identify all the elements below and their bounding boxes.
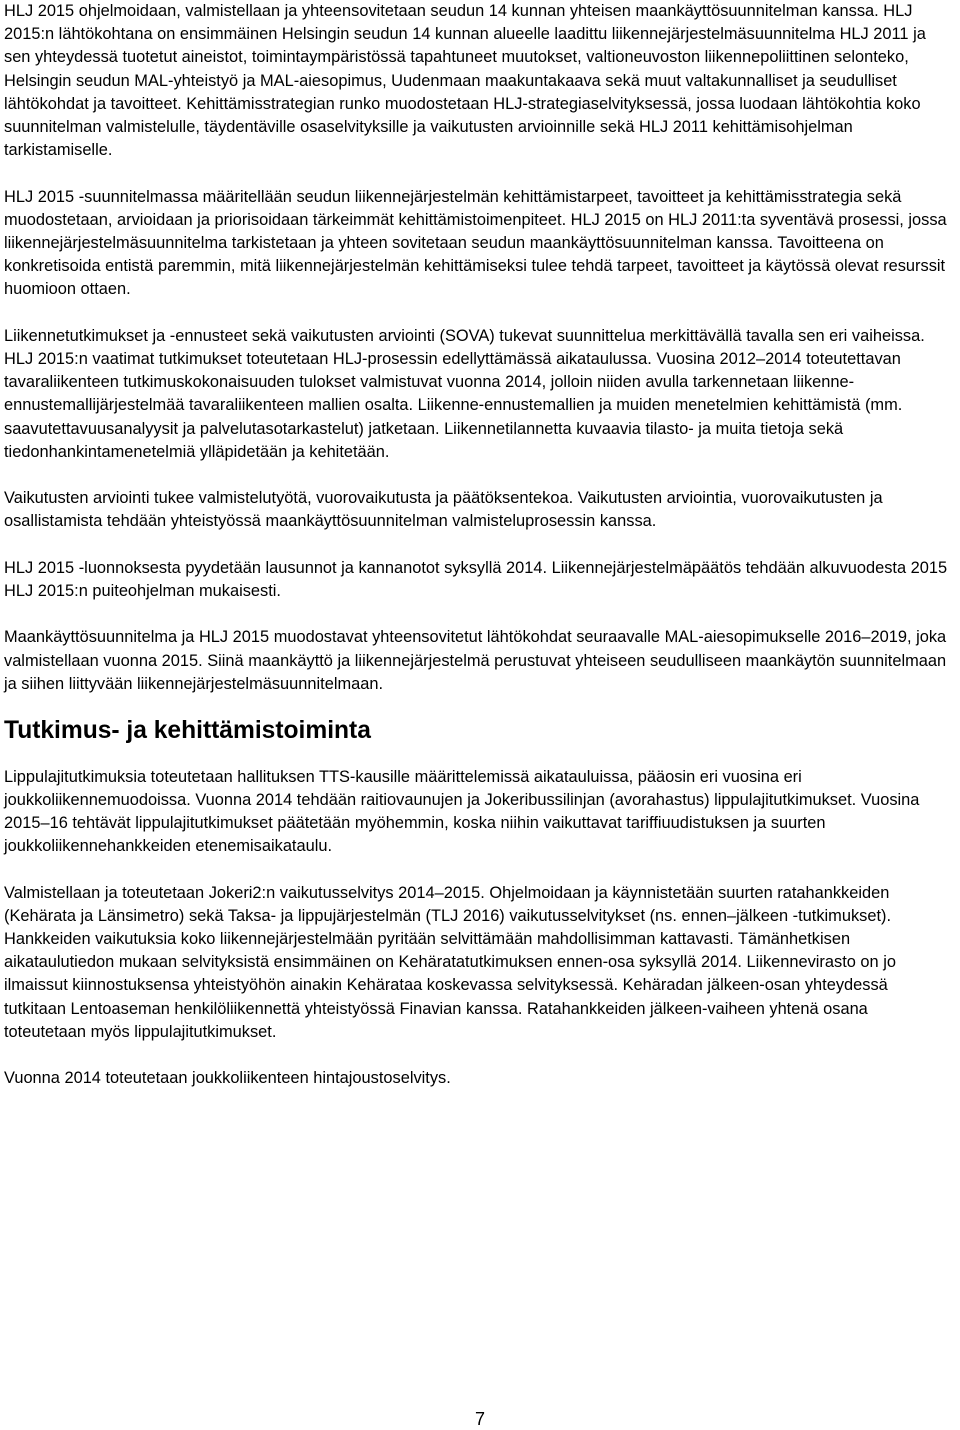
paragraph-ticket-type-studies: Lippulajitutkimuksia toteutetaan hallituksen TTS-kausille määrittelemissä aikatauluissa, pääosin eri vuosina eri joukkoliikennemuodoissa. Vuonna 2014 tehdään raitiovaunujen ja Jokeribussilinjan (avorahastus) lippulajitutkimukset. Vuosina 2015–16 tehtävät lippulajitutkimukset päätetään myöhemmin, koska niihin vaikuttavat tariffiuudistuksen ja suurten joukkoliikennehankkeiden etenemisaikataulu. (4, 767, 920, 856)
paragraph-mal-agreement: Maankäyttösuunnitelma ja HLJ 2015 muodostavat yhteensovitetut lähtökohdat seuraavalle MAL-aiesopimukselle 2016–2019, joka valmistellaan vuonna 2015. Siinä maankäyttö ja liikennejärjestelmä perustuvat yhteiseen seudulliseen maankäytön suunnitelmaan ja siihen liittyvään liikennejärjestelmäsuunnitelmaan. (4, 628, 947, 693)
page-number: 7 (474, 1409, 485, 1429)
paragraph-hlj-programming: HLJ 2015 ohjelmoidaan, valmistellaan ja yhteensovitetaan seudun 14 kunnan yhteisen maankäyttösuunnitelman kanssa. HLJ 2015:n lähtökohtana on ensimmäinen Helsingin seudun 14 kunnan alueelle laadittu liikennejärjestelmäsuunnitelma HLJ 2011 ja sen yhteydessä tuotetut aineistot, toimintaympäristössä tapahtuneet muutokset, valtioneuvoston liikennepoliittinen selonteko, Helsingin seudun MAL-yhteistyö ja MAL-aiesopimus, Uudenmaan maakuntakaava sekä muut valtakunnalliset ja seudulliset lähtökohdat ja tavoitteet. Kehittämisstrategian runko muodostetaan HLJ-strategiaselvityksessä, jossa luodaan lähtökohtia koko suunnitelman valmistelulle, täydentäville osaselvityksille ja vaikutusten arvioinnille sekä HLJ 2011 kehittämisohjelman tarkistamiselle. (4, 2, 926, 160)
paragraph-impact-assessment: Vaikutusten arviointi tukee valmistelutyötä, vuorovaikutusta ja päätöksentekoa. Vaikutusten arviointia, vuorovaikutusten ja osallistamista tehdään yhteistyössä maankäyttösuunnitelman valmisteluprosessin kanssa. (4, 489, 883, 531)
section-heading: Tutkimus- ja kehittämistoiminta (4, 717, 371, 745)
paragraph-hlj-planning-scope: HLJ 2015 -suunnitelmassa määritellään seudun liikennejärjestelmän kehittämistarpeet, tavoitteet ja kehittämisstrategia sekä muodostetaan, arvioidaan ja priorisoidaan tärkeimmät kehittämistoimenpiteet. HLJ 2015 on HLJ 2011:ta syventävä prosessi, jossa liikennejärjestelmäsuunnitelma tarkistetaan ja yhteen sovitetaan seudun maankäyttösuunnitelman kanssa. Tavoitteena on konkretisoida entistä paremmin, mitä liikennejärjestelmän kehittämiseksi tulee tehdä tarpeet, tavoitteet ja käytössä olevat resurssit huomioon ottaen. (4, 187, 947, 299)
paragraph-draft-statements: HLJ 2015 -luonnoksesta pyydetään lausunnot ja kannanotot syksyllä 2014. Liikennejärjestelmäpäätös tehdään alkuvuodesta 2015 HLJ 2015:n puiteohjelman mukaisesti. (4, 558, 948, 601)
document-page (4, 0, 949, 1114)
paragraph-traffic-studies: Liikennetutkimukset ja -ennusteet sekä vaikutusten arviointi (SOVA) tukevat suunnittelua merkittävällä tavalla sen eri vaiheissa. HLJ 2015:n vaatimat tutkimukset toteutetaan HLJ-prosessin edellyttämässä aikataulussa. Vuosina 2012–2014 toteutettavan tavaraliikenteen tutkimuskokonaisuuden tulokset valmistuvat vuonna 2014, jolloin niiden avulla tarkennetaan liikenne-ennustemallijärjestelmää tavaraliikenteen mallien osalta. Liikenne-ennustemallien ja muiden menetelmien kehittämistä (mm. saavutettavuusanalyysit ja palvelutasotarkastelut) jatketaan. Liikennetilannetta kuvaavia tilasto- ja muita tietoja sekä tiedonhankintamenetelmiä ylläpidetään ja kehitetään. (4, 326, 925, 461)
paragraph-impact-studies: Valmistellaan ja toteutetaan Jokeri2:n vaikutusselvitys 2014–2015. Ohjelmoidaan ja käynnistetään suurten ratahankkeiden (Kehärata ja Länsimetro) sekä Taksa- ja lippujärjestelmän (TLJ 2016) vaikutusselvitykset (ns. ennen–jälkeen -tutkimukset). Hankkeiden vaikutuksia koko liikennejärjestelmään pyritään selvittämään mahdollisimman kattavasti. Tämänhetkisen aikataulutiedon mukaan selvityksistä ensimmäinen on Kehäratatutkimuksen ennen-osa syksyllä 2014. Liikennevirasto on jo ilmaissut kiinnostuksensa yhteistyöhön ainakin Kehärataa koskevassa selvityksessä. Kehäradan jälkeen-osan yhteydessä tutkitaan Lentoaseman henkilöliikennettä yhteistyössä Finavian kanssa. Ratahankkeiden jälkeen-vaiheen yhtenä osana toteutetaan myös lippulajitutkimukset. (4, 883, 896, 1041)
paragraph-price-elasticity: Vuonna 2014 toteutetaan joukkoliikenteen hintajoustoselvitys. (4, 1069, 451, 1088)
